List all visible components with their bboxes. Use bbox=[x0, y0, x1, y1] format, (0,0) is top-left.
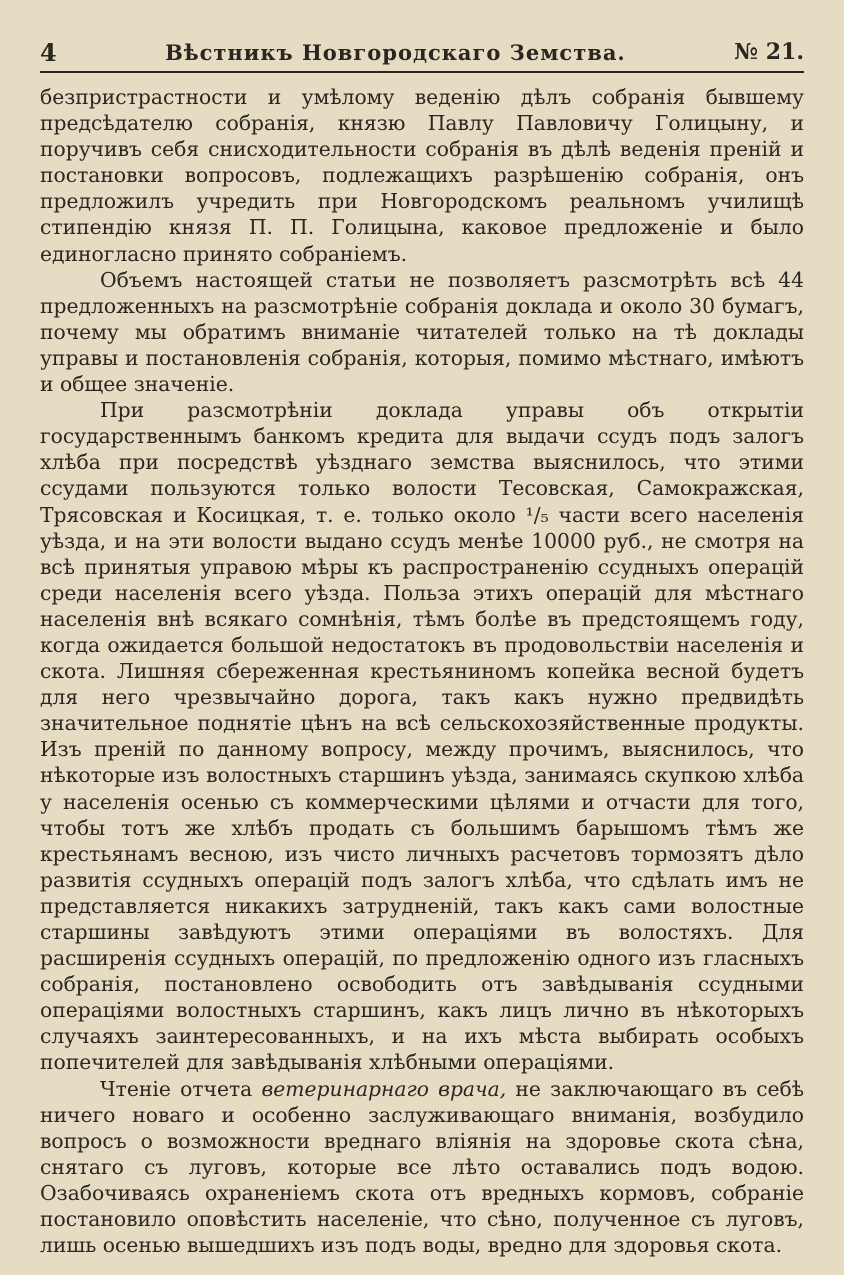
paragraph-scope: Объемъ настоящей статьи не позволяетъ разсмотрѣть всѣ 44 предложенныхъ на разсмотрѣніе собранія доклада и около 30 бумагъ, почему мы обратимъ вниманіе читателей только на тѣ доклады управы и постановленія собранія, которыя, помимо мѣстнаго, имѣютъ и общее значеніе. bbox=[40, 267, 804, 397]
paragraph-continuation: безпристрастности и умѣлому веденію дѣлъ собранія бывшему предсѣдателю собранія, князю Павлу Павловичу Голицыну, и поручивъ себя снисходительности собранія въ дѣлѣ веденія преній и постановки вопросовъ, подлежащихъ разрѣшенію собранія, онъ предложилъ учредить при Новгородскомъ реальномъ училищѣ стипендію князя П. П. Голицына, каковое предложеніе и было единогласно принято собраніемъ. bbox=[40, 85, 804, 266]
header-rule bbox=[40, 71, 804, 73]
article-body bbox=[40, 84, 804, 1258]
paragraph-veterinary-italic: ветеринарнаго врача, bbox=[261, 1076, 507, 1101]
paragraph-veterinary-text-before: Чтеніе отчета bbox=[100, 1076, 262, 1101]
journal-title: Вѣстникъ Новгородскаго Земства. bbox=[165, 39, 626, 65]
paragraph-state-bank-credit: При разсмотрѣніи доклада управы объ открытіи государственнымъ банкомъ кредита для выдачи ссудъ подъ залогъ хлѣба при посредствѣ уѣзднаго земства выяснилось, что этими ссудами пользуются только волости Тесовская, Самокражская, Трясовская и Косицкая, т. е. только около ¹/₅ части всего населенія уѣзда, и на эти волости выдано ссудъ менѣе 10000 руб., не смотря на всѣ принятыя управою мѣры къ распространенію ссудныхъ операцій среди населенія всего уѣзда. Польза этихъ операцій для мѣстнаго населенія внѣ всякаго сомнѣнія, тѣмъ болѣе въ предстоящемъ году, когда ожидается большой недостатокъ въ продовольствіи населенія и скота. Лишняя сбереженная крестьяниномъ копейка весной будетъ для него чрезвычайно дорога, такъ какъ нужно предвидѣть значительное поднятіе цѣнъ на всѣ сельскохозяйственные продукты. Изъ преній по данному вопросу, между прочимъ, выяснилось, что нѣкоторые изъ волостныхъ старшинъ уѣзда, занимаясь скупкою хлѣба у населенія осенью съ коммерческими цѣлями и отчасти для того, чтобы тотъ же хлѣбъ продать съ большимъ барышомъ тѣмъ же крестьянамъ весною, изъ чисто личныхъ расчетовъ тормозятъ дѣло развитія ссудныхъ операцій подъ залогъ хлѣба, что сдѣлать имъ не представляется никакихъ затрудненій, такъ какъ сами волостные старшины завѣдуютъ этими операціями въ волостяхъ. Для расширенія ссудныхъ операцій, по предложенію одного изъ гласныхъ собранія, постановлено освободить отъ завѣдыванія ссудными операціями волостныхъ старшинъ, какъ лицъ лично въ нѣкоторыхъ случаяхъ заинтересованныхъ, и на ихъ мѣста выбирать особыхъ попечителей для завѣдыванія хлѣбными операціями. bbox=[40, 398, 804, 1075]
paragraph-veterinary-report bbox=[40, 1076, 804, 1259]
page-number: 4 bbox=[40, 37, 57, 67]
paragraph-veterinary-text-after: не заключающаго въ себѣ ничего новаго и особенно заслуживающаго вниманія, возбудило вопросъ о возможности вреднаго вліянія на здоровье скота сѣна, снятаго съ луговъ, которые все лѣто оставались подъ водою. Озабочиваясь охраненіемъ скота отъ вредныхъ кормовъ, собраніе постановило оповѣстить населеніе, что сѣно, полученное съ луговъ, лишь осенью вышедшихъ изъ подъ воды, вредно для здоровья скота. bbox=[40, 1076, 804, 1258]
running-header bbox=[40, 34, 804, 70]
issue-number: № 21. bbox=[734, 39, 804, 65]
